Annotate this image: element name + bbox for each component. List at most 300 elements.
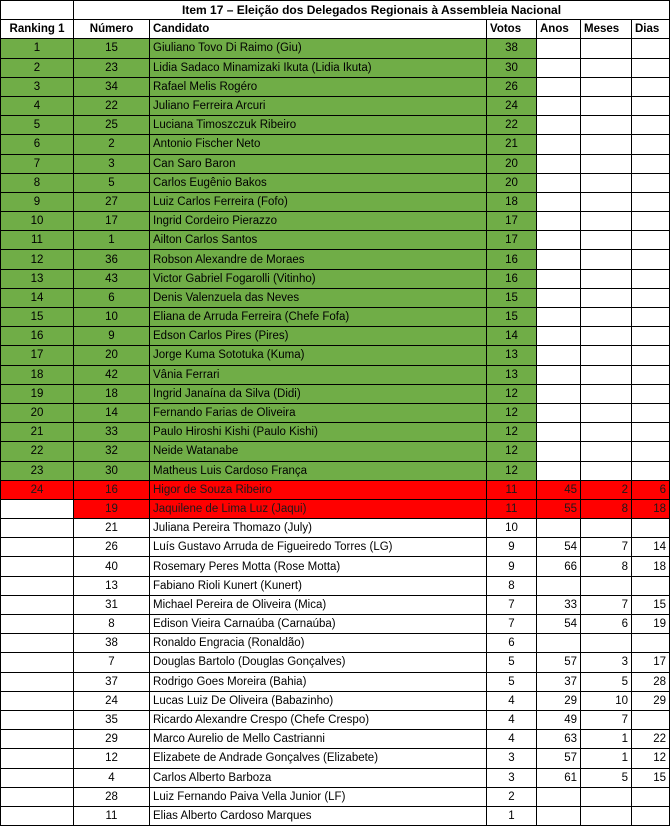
candidate-cell: Ailton Carlos Santos bbox=[150, 231, 487, 250]
candidate-cell: Edison Vieira Carnaúba (Carnaúba) bbox=[150, 615, 487, 634]
dias-cell bbox=[632, 173, 670, 192]
votes-cell: 15 bbox=[487, 308, 537, 327]
dias-cell bbox=[632, 96, 670, 115]
votes-cell: 15 bbox=[487, 288, 537, 307]
ranking-cell: 11 bbox=[1, 231, 74, 250]
anos-cell bbox=[537, 384, 581, 403]
ranking-cell: 6 bbox=[1, 135, 74, 154]
number-cell: 3 bbox=[74, 154, 150, 173]
dias-cell bbox=[632, 154, 670, 173]
votes-cell: 4 bbox=[487, 730, 537, 749]
ranking-cell bbox=[1, 806, 74, 825]
anos-cell: 61 bbox=[537, 768, 581, 787]
header-ranking: Ranking 1 bbox=[1, 20, 74, 39]
table-row bbox=[1, 96, 670, 115]
number-cell: 43 bbox=[74, 269, 150, 288]
candidate-cell: Ingrid Janaína da Silva (Didi) bbox=[150, 384, 487, 403]
number-cell: 26 bbox=[74, 538, 150, 557]
dias-cell bbox=[632, 519, 670, 538]
ranking-cell: 9 bbox=[1, 192, 74, 211]
number-cell: 33 bbox=[74, 423, 150, 442]
votes-cell: 4 bbox=[487, 691, 537, 710]
number-cell: 8 bbox=[74, 615, 150, 634]
dias-cell bbox=[632, 135, 670, 154]
ranking-cell: 7 bbox=[1, 154, 74, 173]
candidate-cell: Ricardo Alexandre Crespo (Chefe Crespo) bbox=[150, 710, 487, 729]
ranking-cell: 22 bbox=[1, 442, 74, 461]
candidate-cell: Lucas Luiz De Oliveira (Babazinho) bbox=[150, 691, 487, 710]
anos-cell: 45 bbox=[537, 480, 581, 499]
dias-cell bbox=[632, 77, 670, 96]
number-cell: 20 bbox=[74, 346, 150, 365]
anos-cell bbox=[537, 269, 581, 288]
ranking-cell bbox=[1, 499, 74, 518]
ranking-cell: 15 bbox=[1, 308, 74, 327]
candidate-cell: Elias Alberto Cardoso Marques bbox=[150, 806, 487, 825]
votes-cell: 20 bbox=[487, 173, 537, 192]
number-cell: 12 bbox=[74, 749, 150, 768]
meses-cell: 2 bbox=[581, 480, 632, 499]
meses-cell bbox=[581, 212, 632, 231]
meses-cell: 8 bbox=[581, 557, 632, 576]
anos-cell bbox=[537, 173, 581, 192]
dias-cell: 12 bbox=[632, 749, 670, 768]
votes-cell: 17 bbox=[487, 212, 537, 231]
candidate-cell: Can Saro Baron bbox=[150, 154, 487, 173]
ranking-cell: 2 bbox=[1, 58, 74, 77]
meses-cell bbox=[581, 365, 632, 384]
dias-cell: 29 bbox=[632, 691, 670, 710]
table-row bbox=[1, 346, 670, 365]
number-cell: 34 bbox=[74, 77, 150, 96]
dias-cell bbox=[632, 634, 670, 653]
votes-cell: 12 bbox=[487, 461, 537, 480]
ranking-cell bbox=[1, 672, 74, 691]
table-row bbox=[1, 250, 670, 269]
dias-cell bbox=[632, 806, 670, 825]
candidate-cell: Luís Gustavo Arruda de Figueiredo Torres (LG) bbox=[150, 538, 487, 557]
candidate-cell: Lidia Sadaco Minamizaki Ikuta (Lidia Ikuta) bbox=[150, 58, 487, 77]
table-row bbox=[1, 212, 670, 231]
meses-cell bbox=[581, 77, 632, 96]
dias-cell: 18 bbox=[632, 499, 670, 518]
table-title: Item 17 – Eleição dos Delegados Regionais à Assembleia Nacional bbox=[74, 1, 670, 20]
votes-cell: 12 bbox=[487, 423, 537, 442]
number-cell: 6 bbox=[74, 288, 150, 307]
votes-cell: 12 bbox=[487, 442, 537, 461]
dias-cell bbox=[632, 403, 670, 422]
table-row bbox=[1, 519, 670, 538]
number-cell: 2 bbox=[74, 135, 150, 154]
number-cell: 13 bbox=[74, 576, 150, 595]
candidate-cell: Matheus Luis Cardoso França bbox=[150, 461, 487, 480]
ranking-cell bbox=[1, 691, 74, 710]
table-row bbox=[1, 192, 670, 211]
anos-cell bbox=[537, 77, 581, 96]
meses-cell bbox=[581, 288, 632, 307]
number-cell: 23 bbox=[74, 58, 150, 77]
meses-cell bbox=[581, 173, 632, 192]
meses-cell bbox=[581, 576, 632, 595]
votes-cell: 5 bbox=[487, 653, 537, 672]
votes-cell: 20 bbox=[487, 154, 537, 173]
meses-cell: 8 bbox=[581, 499, 632, 518]
votes-cell: 8 bbox=[487, 576, 537, 595]
number-cell: 5 bbox=[74, 173, 150, 192]
anos-cell bbox=[537, 634, 581, 653]
dias-cell bbox=[632, 39, 670, 58]
candidate-cell: Douglas Bartolo (Douglas Gonçalves) bbox=[150, 653, 487, 672]
dias-cell bbox=[632, 384, 670, 403]
candidate-cell: Jaquilene de Lima Luz (Jaqui) bbox=[150, 499, 487, 518]
dias-cell bbox=[632, 461, 670, 480]
table-row bbox=[1, 749, 670, 768]
anos-cell: 54 bbox=[537, 615, 581, 634]
votes-cell: 21 bbox=[487, 135, 537, 154]
table-row bbox=[1, 308, 670, 327]
votes-cell: 3 bbox=[487, 749, 537, 768]
ranking-cell bbox=[1, 730, 74, 749]
dias-cell bbox=[632, 787, 670, 806]
dias-cell bbox=[632, 576, 670, 595]
meses-cell bbox=[581, 403, 632, 422]
number-cell: 19 bbox=[74, 499, 150, 518]
meses-cell: 5 bbox=[581, 672, 632, 691]
anos-cell: 66 bbox=[537, 557, 581, 576]
candidate-cell: Edson Carlos Pires (Pires) bbox=[150, 327, 487, 346]
ranking-cell bbox=[1, 749, 74, 768]
table-row bbox=[1, 173, 670, 192]
candidate-cell: Ingrid Cordeiro Pierazzo bbox=[150, 212, 487, 231]
header-meses: Meses bbox=[581, 20, 632, 39]
table-row bbox=[1, 557, 670, 576]
anos-cell: 57 bbox=[537, 653, 581, 672]
ranking-cell bbox=[1, 519, 74, 538]
number-cell: 36 bbox=[74, 250, 150, 269]
votes-cell: 26 bbox=[487, 77, 537, 96]
meses-cell: 5 bbox=[581, 768, 632, 787]
number-cell: 38 bbox=[74, 634, 150, 653]
meses-cell bbox=[581, 346, 632, 365]
dias-cell bbox=[632, 58, 670, 77]
votes-cell: 13 bbox=[487, 365, 537, 384]
candidate-cell: Juliana Pereira Thomazo (July) bbox=[150, 519, 487, 538]
table-row bbox=[1, 576, 670, 595]
dias-cell: 19 bbox=[632, 615, 670, 634]
anos-cell bbox=[537, 365, 581, 384]
anos-cell: 33 bbox=[537, 595, 581, 614]
number-cell: 9 bbox=[74, 327, 150, 346]
table-row bbox=[1, 806, 670, 825]
votes-cell: 7 bbox=[487, 615, 537, 634]
candidate-cell: Rodrigo Goes Moreira (Bahia) bbox=[150, 672, 487, 691]
anos-cell: 57 bbox=[537, 749, 581, 768]
table-row bbox=[1, 672, 670, 691]
meses-cell bbox=[581, 442, 632, 461]
number-cell: 16 bbox=[74, 480, 150, 499]
table-row bbox=[1, 231, 670, 250]
ranking-cell bbox=[1, 653, 74, 672]
votes-cell: 10 bbox=[487, 519, 537, 538]
table-row bbox=[1, 787, 670, 806]
meses-cell bbox=[581, 96, 632, 115]
number-cell: 35 bbox=[74, 710, 150, 729]
header-dias: Dias bbox=[632, 20, 670, 39]
votes-cell: 38 bbox=[487, 39, 537, 58]
number-cell: 18 bbox=[74, 384, 150, 403]
anos-cell bbox=[537, 154, 581, 173]
ranking-cell: 13 bbox=[1, 269, 74, 288]
ranking-cell: 16 bbox=[1, 327, 74, 346]
candidate-cell: Neide Watanabe bbox=[150, 442, 487, 461]
meses-cell bbox=[581, 58, 632, 77]
votes-cell: 11 bbox=[487, 499, 537, 518]
votes-cell: 5 bbox=[487, 672, 537, 691]
table-row bbox=[1, 403, 670, 422]
votes-cell: 13 bbox=[487, 346, 537, 365]
anos-cell bbox=[537, 288, 581, 307]
number-cell: 14 bbox=[74, 403, 150, 422]
number-cell: 24 bbox=[74, 691, 150, 710]
anos-cell bbox=[537, 308, 581, 327]
meses-cell: 3 bbox=[581, 653, 632, 672]
dias-cell bbox=[632, 269, 670, 288]
anos-cell: 55 bbox=[537, 499, 581, 518]
anos-cell bbox=[537, 403, 581, 422]
dias-cell bbox=[632, 346, 670, 365]
dias-cell: 14 bbox=[632, 538, 670, 557]
dias-cell: 17 bbox=[632, 653, 670, 672]
number-cell: 4 bbox=[74, 768, 150, 787]
table-row bbox=[1, 691, 670, 710]
table-row bbox=[1, 135, 670, 154]
anos-cell bbox=[537, 327, 581, 346]
ranking-cell bbox=[1, 615, 74, 634]
number-cell: 42 bbox=[74, 365, 150, 384]
meses-cell bbox=[581, 806, 632, 825]
ranking-cell bbox=[1, 768, 74, 787]
votes-cell: 12 bbox=[487, 403, 537, 422]
meses-cell bbox=[581, 116, 632, 135]
number-cell: 27 bbox=[74, 192, 150, 211]
anos-cell bbox=[537, 231, 581, 250]
meses-cell bbox=[581, 39, 632, 58]
dias-cell: 28 bbox=[632, 672, 670, 691]
table-row bbox=[1, 710, 670, 729]
votes-cell: 7 bbox=[487, 595, 537, 614]
votes-cell: 12 bbox=[487, 384, 537, 403]
meses-cell bbox=[581, 787, 632, 806]
candidate-cell: Fabiano Rioli Kunert (Kunert) bbox=[150, 576, 487, 595]
votes-cell: 18 bbox=[487, 192, 537, 211]
table-body bbox=[1, 39, 670, 826]
number-cell: 25 bbox=[74, 116, 150, 135]
votes-cell: 17 bbox=[487, 231, 537, 250]
dias-cell bbox=[632, 365, 670, 384]
meses-cell: 6 bbox=[581, 615, 632, 634]
candidate-cell: Carlos Eugênio Bakos bbox=[150, 173, 487, 192]
header-votos: Votos bbox=[487, 20, 537, 39]
dias-cell bbox=[632, 250, 670, 269]
table-row bbox=[1, 77, 670, 96]
number-cell: 10 bbox=[74, 308, 150, 327]
table-row bbox=[1, 154, 670, 173]
anos-cell: 37 bbox=[537, 672, 581, 691]
candidate-cell: Marco Aurelio de Mello Castrianni bbox=[150, 730, 487, 749]
table-row bbox=[1, 365, 670, 384]
number-cell: 30 bbox=[74, 461, 150, 480]
anos-cell: 29 bbox=[537, 691, 581, 710]
anos-cell bbox=[537, 212, 581, 231]
candidate-cell: Elizabete de Andrade Gonçalves (Elizabete) bbox=[150, 749, 487, 768]
table-row bbox=[1, 116, 670, 135]
anos-cell bbox=[537, 135, 581, 154]
dias-cell: 15 bbox=[632, 595, 670, 614]
dias-cell bbox=[632, 442, 670, 461]
candidate-cell: Victor Gabriel Fogarolli (Vitinho) bbox=[150, 269, 487, 288]
meses-cell bbox=[581, 327, 632, 346]
dias-cell: 18 bbox=[632, 557, 670, 576]
ranking-cell bbox=[1, 595, 74, 614]
candidate-cell: Luiz Carlos Ferreira (Fofo) bbox=[150, 192, 487, 211]
candidate-cell: Fernando Farias de Oliveira bbox=[150, 403, 487, 422]
table-row bbox=[1, 768, 670, 787]
number-cell: 22 bbox=[74, 96, 150, 115]
dias-cell bbox=[632, 423, 670, 442]
meses-cell bbox=[581, 250, 632, 269]
number-cell: 40 bbox=[74, 557, 150, 576]
number-cell: 32 bbox=[74, 442, 150, 461]
header-candidato: Candidato bbox=[150, 20, 487, 39]
header-row bbox=[1, 20, 670, 39]
table-row bbox=[1, 384, 670, 403]
table-row bbox=[1, 538, 670, 557]
meses-cell bbox=[581, 269, 632, 288]
votes-cell: 6 bbox=[487, 634, 537, 653]
candidate-cell: Jorge Kuma Sototuka (Kuma) bbox=[150, 346, 487, 365]
candidate-cell: Michael Pereira de Oliveira (Mica) bbox=[150, 595, 487, 614]
votes-cell: 11 bbox=[487, 480, 537, 499]
dias-cell bbox=[632, 710, 670, 729]
ranking-cell bbox=[1, 710, 74, 729]
meses-cell bbox=[581, 192, 632, 211]
meses-cell bbox=[581, 423, 632, 442]
table-row bbox=[1, 480, 670, 499]
votes-cell: 9 bbox=[487, 538, 537, 557]
anos-cell bbox=[537, 116, 581, 135]
number-cell: 31 bbox=[74, 595, 150, 614]
dias-cell bbox=[632, 288, 670, 307]
anos-cell bbox=[537, 96, 581, 115]
table-row bbox=[1, 39, 670, 58]
table-row bbox=[1, 499, 670, 518]
ranking-cell: 5 bbox=[1, 116, 74, 135]
candidate-cell: Rafael Melis Rogéro bbox=[150, 77, 487, 96]
number-cell: 1 bbox=[74, 231, 150, 250]
table-row bbox=[1, 423, 670, 442]
anos-cell bbox=[537, 192, 581, 211]
table-row bbox=[1, 327, 670, 346]
ranking-cell: 23 bbox=[1, 461, 74, 480]
meses-cell bbox=[581, 231, 632, 250]
meses-cell bbox=[581, 634, 632, 653]
meses-cell: 7 bbox=[581, 710, 632, 729]
dias-cell bbox=[632, 231, 670, 250]
table-row bbox=[1, 288, 670, 307]
number-cell: 11 bbox=[74, 806, 150, 825]
ranking-cell: 24 bbox=[1, 480, 74, 499]
meses-cell: 1 bbox=[581, 730, 632, 749]
votes-cell: 2 bbox=[487, 787, 537, 806]
meses-cell: 1 bbox=[581, 749, 632, 768]
ranking-cell: 14 bbox=[1, 288, 74, 307]
ranking-cell bbox=[1, 538, 74, 557]
ranking-cell: 20 bbox=[1, 403, 74, 422]
table-row bbox=[1, 58, 670, 77]
candidate-cell: Denis Valenzuela das Neves bbox=[150, 288, 487, 307]
number-cell: 29 bbox=[74, 730, 150, 749]
meses-cell bbox=[581, 135, 632, 154]
anos-cell bbox=[537, 519, 581, 538]
meses-cell bbox=[581, 308, 632, 327]
number-cell: 7 bbox=[74, 653, 150, 672]
meses-cell: 7 bbox=[581, 538, 632, 557]
candidate-cell: Luiz Fernando Paiva Vella Junior (LF) bbox=[150, 787, 487, 806]
number-cell: 28 bbox=[74, 787, 150, 806]
candidate-cell: Eliana de Arruda Ferreira (Chefe Fofa) bbox=[150, 308, 487, 327]
ranking-cell: 18 bbox=[1, 365, 74, 384]
candidate-cell: Robson Alexandre de Moraes bbox=[150, 250, 487, 269]
meses-cell bbox=[581, 384, 632, 403]
anos-cell bbox=[537, 442, 581, 461]
ranking-cell bbox=[1, 576, 74, 595]
candidate-cell: Paulo Hiroshi Kishi (Paulo Kishi) bbox=[150, 423, 487, 442]
meses-cell bbox=[581, 461, 632, 480]
votes-cell: 16 bbox=[487, 250, 537, 269]
ranking-cell: 3 bbox=[1, 77, 74, 96]
candidate-cell: Ronaldo Engracia (Ronaldão) bbox=[150, 634, 487, 653]
dias-cell: 15 bbox=[632, 768, 670, 787]
dias-cell bbox=[632, 116, 670, 135]
dias-cell: 6 bbox=[632, 480, 670, 499]
ranking-cell: 4 bbox=[1, 96, 74, 115]
votes-cell: 14 bbox=[487, 327, 537, 346]
votes-cell: 22 bbox=[487, 116, 537, 135]
number-cell: 21 bbox=[74, 519, 150, 538]
table-row bbox=[1, 269, 670, 288]
anos-cell bbox=[537, 806, 581, 825]
votes-cell: 24 bbox=[487, 96, 537, 115]
anos-cell bbox=[537, 39, 581, 58]
candidate-cell: Juliano Ferreira Arcuri bbox=[150, 96, 487, 115]
meses-cell: 10 bbox=[581, 691, 632, 710]
table-row bbox=[1, 615, 670, 634]
anos-cell: 63 bbox=[537, 730, 581, 749]
votes-cell: 4 bbox=[487, 710, 537, 729]
meses-cell bbox=[581, 519, 632, 538]
meses-cell: 7 bbox=[581, 595, 632, 614]
table-row bbox=[1, 595, 670, 614]
table-row bbox=[1, 653, 670, 672]
table-row bbox=[1, 442, 670, 461]
votes-cell: 16 bbox=[487, 269, 537, 288]
dias-cell bbox=[632, 192, 670, 211]
table-row bbox=[1, 634, 670, 653]
table-row bbox=[1, 461, 670, 480]
votes-cell: 30 bbox=[487, 58, 537, 77]
candidate-cell: Antonio Fischer Neto bbox=[150, 135, 487, 154]
anos-cell bbox=[537, 250, 581, 269]
